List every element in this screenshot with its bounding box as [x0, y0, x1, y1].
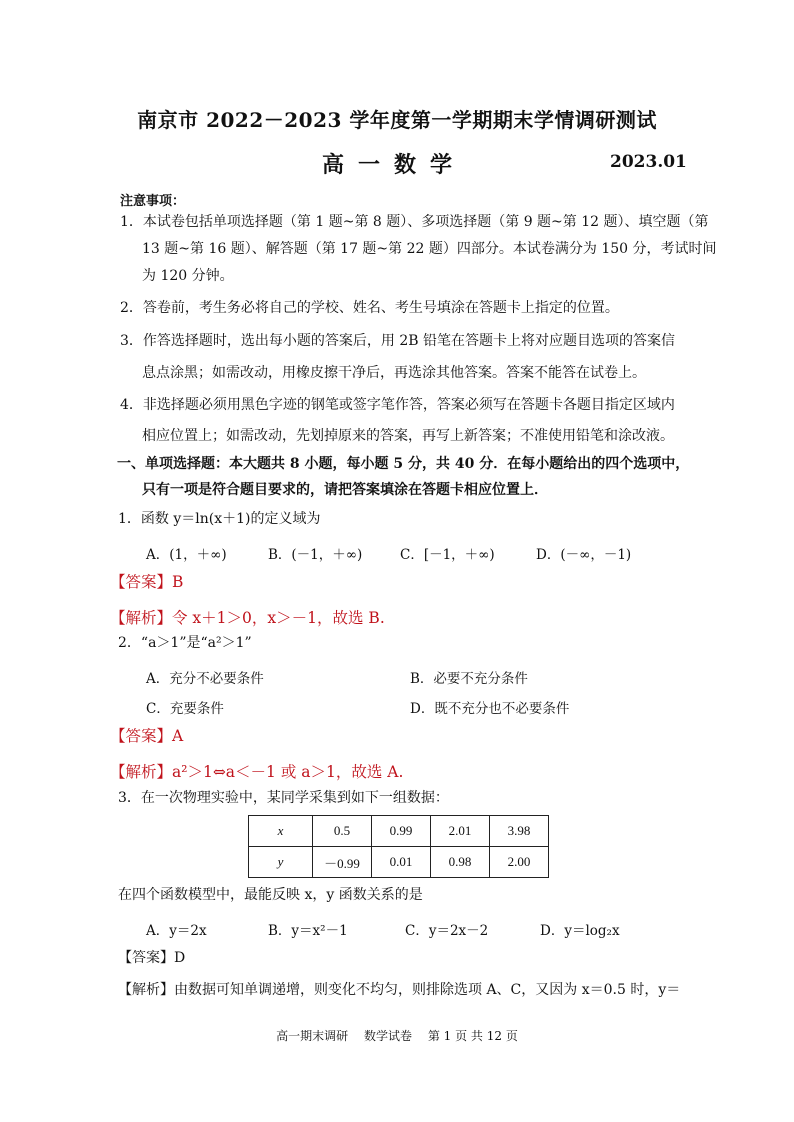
notice-item-1-cont: 13 题~第 16 题）、解答题（第 17 题~第 22 题）四部分。本试卷满分为 150 分，考试时间 [142, 241, 717, 257]
question-2-option-a: A．充分不必要条件 [146, 671, 264, 687]
notice-item-4: 4．非选择题必须用黑色字迹的钢笔或签字笔作答，答案必须写在答题卡各题目指定区域内 [120, 397, 675, 413]
table-row-y [249, 847, 549, 878]
table-cell: 2.01 [431, 816, 490, 847]
table-cell: 2.00 [490, 847, 549, 878]
question-1-option-d: D．(－∞，－1) [536, 547, 632, 563]
question-2-option-b: B．必要不充分条件 [410, 671, 528, 687]
question-1-answer: 【答案】B [110, 573, 184, 591]
question-1-option-b: B．(－1，＋∞) [268, 547, 363, 563]
subject-title: 高一数学 [322, 152, 467, 178]
notice-item-2: 2．答卷前，考生务必将自己的学校、姓名、考生号填涂在答题卡上指定的位置。 [120, 300, 619, 316]
question-1-stem: 1．函数 y＝ln(x＋1)的定义域为 [118, 511, 321, 527]
table-cell: y [249, 847, 313, 878]
table-row-x [249, 816, 549, 847]
question-2-analysis: 【解析】a²＞1⇔a＜－1 或 a＞1，故选 A. [110, 763, 404, 781]
table-cell: －0.99 [313, 847, 372, 878]
question-3-stem: 3．在一次物理实验中，某同学采集到如下一组数据： [118, 790, 449, 806]
question-2-option-d: D．既不充分也不必要条件 [410, 701, 570, 717]
section-heading-cont: 只有一项是符合题目要求的，请把答案填涂在答题卡相应位置上． [142, 482, 548, 498]
table-cell: 0.99 [372, 816, 431, 847]
question-3-answer: 【答案】D [118, 950, 186, 966]
question-2-option-c: C．充要条件 [146, 701, 224, 717]
question-1-option-a: A．(1，＋∞) [146, 547, 227, 563]
question-3-option-c: C．y＝2x－2 [405, 923, 489, 939]
question-3-option-b: B．y＝x²－1 [268, 923, 348, 939]
exam-date: 2023.01 [610, 152, 687, 172]
notice-item-4-cont: 相应位置上；如需改动，先划掉原来的答案，再写上新答案；不准使用铅笔和涂改液。 [142, 428, 674, 444]
question-2-answer: 【答案】A [110, 727, 184, 745]
footer-left: 高一期末调研 [276, 1029, 349, 1043]
question-1-analysis: 【解析】令 x＋1＞0，x＞－1，故选 B. [110, 609, 385, 627]
notice-item-3-cont: 息点涂黑；如需改动，用橡皮擦干净后，再选涂其他答案。答案不能答在试卷上。 [142, 365, 646, 381]
table-cell: 0.01 [372, 847, 431, 878]
page-footer [0, 1027, 794, 1044]
notice-item-1: 1．本试卷包括单项选择题（第 1 题~第 8 题）、多项选择题（第 9 题~第 12 题）、填空题（第 [120, 214, 709, 230]
table-cell: 0.98 [431, 847, 490, 878]
question-3-option-d: D．y＝log₂x [540, 923, 620, 939]
page-title: 南京市 2022－2023 学年度第一学期期末学情调研测试 [137, 108, 657, 132]
data-table [248, 815, 549, 878]
question-2-stem: 2．“a＞1”是“a²＞1” [118, 635, 252, 651]
table-cell: 0.5 [313, 816, 372, 847]
notice-item-3: 3．作答选择题时，选出每小题的答案后，用 2B 铅笔在答题卡上将对应题目选项的答案信 [120, 333, 676, 349]
footer-mid: 数学试卷 [364, 1029, 413, 1043]
page-number: 第 1 页 共 12 页 [427, 1029, 518, 1043]
notice-item-1-cont2: 为 120 分钟。 [142, 268, 234, 284]
question-1-option-c: C．[－1，＋∞) [400, 547, 495, 563]
question-3-question: 在四个函数模型中，最能反映 x，y 函数关系的是 [118, 887, 423, 903]
notice-heading: 注意事项： [120, 194, 186, 209]
section-heading: 一、单项选择题：本大题共 8 小题，每小题 5 分，共 40 分．在每小题给出的四个选项中， [117, 456, 690, 472]
table-cell: x [249, 816, 313, 847]
question-3-analysis: 【解析】由数据可知单调递增，则变化不均匀，则排除选项 A、C，又因为 x＝0.5 时，y＝ [118, 982, 681, 998]
question-3-option-a: A．y＝2x [146, 923, 207, 939]
table-cell: 3.98 [490, 816, 549, 847]
